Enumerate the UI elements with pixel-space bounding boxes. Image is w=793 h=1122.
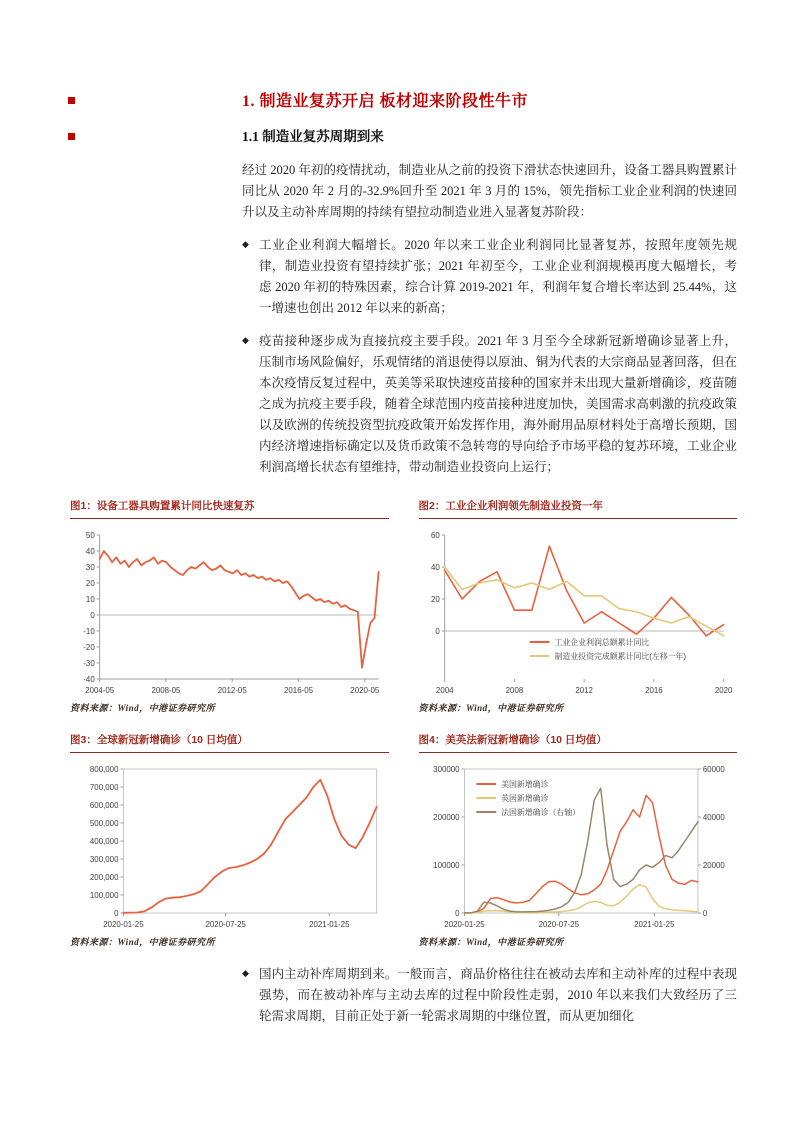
svg-text:0: 0 — [90, 610, 95, 620]
fig2-svg — [419, 527, 738, 697]
svg-text:2004: 2004 — [435, 685, 454, 696]
svg-text:40: 40 — [85, 546, 95, 556]
svg-text:40: 40 — [430, 562, 440, 572]
svg-text:200,000: 200,000 — [89, 872, 119, 882]
svg-text:600,000: 600,000 — [89, 800, 119, 810]
svg-text:2008-05: 2008-05 — [151, 685, 181, 696]
svg-text:30: 30 — [85, 562, 95, 572]
series-line-0 — [464, 795, 697, 913]
svg-text:2004-05: 2004-05 — [85, 685, 115, 696]
svg-text:2020-05: 2020-05 — [350, 685, 380, 696]
series-line-0 — [444, 546, 723, 636]
svg-text:2012: 2012 — [574, 685, 593, 696]
fig4-svg — [419, 761, 738, 931]
svg-text:300,000: 300,000 — [89, 854, 119, 864]
intro-paragraph: 经过 2020 年初的疫情扰动，制造业从之前的投资下滑状态快速回升，设备工器具购置累计同比从 2020 年 2 月的-32.9%回升至 2021 年 3 月的 15%，领先指标工业企业利润的快速回升以及主动补库周期的持续有望拉动制造业进入显著复苏阶段： — [242, 163, 737, 219]
svg-text:200000: 200000 — [432, 812, 460, 822]
svg-text:制造业投资完成额累计同比(左移一年): 制造业投资完成额累计同比(左移一年) — [554, 651, 686, 662]
svg-text:60000: 60000 — [702, 764, 725, 774]
svg-text:2020: 2020 — [714, 685, 732, 696]
bullet-marker: ◆ — [242, 239, 249, 249]
figure-2-chart — [419, 527, 738, 697]
svg-text:2016: 2016 — [644, 685, 663, 696]
svg-text:英国新增确诊: 英国新增确诊 — [500, 793, 548, 804]
svg-text:-30: -30 — [83, 658, 95, 668]
svg-text:2020-01-25: 2020-01-25 — [103, 919, 144, 930]
svg-text:2021-01-25: 2021-01-25 — [633, 919, 674, 930]
subsection-marker-icon — [68, 133, 75, 140]
figure-4-source: 资料来源：Wind，中港证券研究所 — [418, 937, 564, 947]
svg-text:20: 20 — [430, 594, 440, 604]
figure-2-source: 资料来源：Wind，中港证券研究所 — [418, 703, 564, 713]
figure-3-chart — [70, 761, 389, 931]
svg-text:800,000: 800,000 — [89, 764, 119, 774]
text-column — [242, 88, 737, 478]
figure-2 — [419, 498, 738, 714]
svg-text:60: 60 — [430, 530, 440, 540]
figure-1-title: 图1：设备工器具购置累计同比快速复苏 — [70, 498, 389, 519]
svg-text:400,000: 400,000 — [89, 836, 119, 846]
bullet-marker: ◆ — [242, 968, 249, 978]
svg-text:20000: 20000 — [702, 860, 725, 870]
svg-text:2008: 2008 — [505, 685, 523, 696]
fig3-svg — [70, 761, 389, 931]
section-title: 1. 制造业复苏开启 板材迎来阶段性牛市 — [242, 93, 529, 110]
figure-4-title: 图4：美英法新冠新增确诊（10 日均值） — [419, 732, 738, 753]
svg-text:-10: -10 — [83, 626, 95, 636]
figure-1-chart — [70, 527, 389, 697]
bullet-text: 疫苗接种逐步成为直接抗疫主要手段。2021 年 3 月至今全球新冠新增确诊显著上升，压制市场风险偏好，乐观情绪的消退使得以原油、铜为代表的大宗商品显著回落，但在本次疫情反复过程中，英美等采取快速疫苗接种的国家并未出现大量新增确诊，疫苗随之成为抗疫主要手段，随着全球范围内疫苗接种进度加快，美国需求高刺激的抗疫政策以及欧洲的传统投资型抗疫政策开始发挥作用，海外耐用品原材料处于高增长预期，国内经济增速指标确定以及货币政策不急转弯的导向给予市场平稳的复苏环境，工业企业利润高增长状态有望维持，带动制造业投资向上运行； — [259, 334, 737, 474]
svg-text:0: 0 — [702, 908, 707, 918]
svg-text:0: 0 — [434, 626, 440, 636]
svg-text:2020-07-25: 2020-07-25 — [205, 919, 246, 930]
svg-text:2012-05: 2012-05 — [217, 685, 247, 696]
figure-1-source: 资料来源：Wind，中港证券研究所 — [70, 703, 216, 713]
figure-grid — [70, 498, 737, 948]
figure-1 — [70, 498, 389, 714]
bullet-marker: ◆ — [242, 335, 249, 345]
svg-text:300000: 300000 — [432, 764, 460, 774]
series-line-0 — [100, 551, 379, 668]
series-line-0 — [123, 780, 376, 913]
bullet-item-profit — [242, 235, 737, 319]
bullet-text: 工业企业利润大幅增长。2020 年以来工业企业利润同比显著复苏，按照年度领先规律，制造业投资有望持续扩张；2021 年初至今，工业企业利润规模再度大幅增长，考虑 2020 年初的特殊因素，综合计算 2019-2021 年，利润年复合增长率达到 25.44%，这一增速也创出 2012 年以来的新高； — [259, 238, 737, 315]
bullet-item-restock — [242, 964, 737, 1027]
section-marker-icon — [68, 97, 75, 104]
svg-text:2016-05: 2016-05 — [284, 685, 314, 696]
fig1-svg — [70, 527, 389, 697]
svg-text:20: 20 — [85, 578, 95, 588]
text-column-closing — [242, 964, 737, 1027]
svg-text:10: 10 — [85, 594, 95, 604]
subsection-title: 1.1 制造业复苏周期到来 — [242, 129, 384, 144]
svg-text:0: 0 — [114, 908, 119, 918]
svg-text:工业企业利润总额累计同比: 工业企业利润总额累计同比 — [554, 637, 649, 648]
svg-text:700,000: 700,000 — [89, 782, 119, 792]
figure-3-source: 资料来源：Wind，中港证券研究所 — [70, 937, 216, 947]
svg-text:100000: 100000 — [432, 860, 460, 870]
figure-4-chart — [419, 761, 738, 931]
figure-2-title: 图2：工业企业利润领先制造业投资一年 — [419, 498, 738, 519]
svg-text:法国新增确诊（右轴）: 法国新增确诊（右轴） — [500, 807, 580, 818]
svg-text:-40: -40 — [83, 674, 95, 684]
svg-text:-20: -20 — [83, 642, 95, 652]
bullet-item-vaccine — [242, 331, 737, 478]
svg-text:500,000: 500,000 — [89, 818, 119, 828]
svg-text:40000: 40000 — [702, 812, 725, 822]
figure-3-title: 图3：全球新冠新增确诊（10 日均值） — [70, 732, 389, 753]
svg-text:50: 50 — [85, 530, 95, 540]
figure-3 — [70, 732, 389, 948]
svg-text:美国新增确诊: 美国新增确诊 — [500, 779, 548, 790]
figure-4 — [419, 732, 738, 948]
svg-text:2021-01-25: 2021-01-25 — [309, 919, 350, 930]
svg-text:2020-07-25: 2020-07-25 — [538, 919, 579, 930]
svg-text:0: 0 — [454, 908, 460, 918]
bullet-text: 国内主动补库周期到来。一般而言，商品价格往往在被动去库和主动补库的过程中表现强势，而在被动补库与主动去库的过程中阶段性走弱，2010 年以来我们大致经历了三轮需求周期，目前正处于新一轮需求周期的中继位置，而从更加细化 — [259, 967, 737, 1023]
svg-text:2020-01-25: 2020-01-25 — [443, 919, 485, 930]
svg-text:100,000: 100,000 — [89, 890, 119, 900]
